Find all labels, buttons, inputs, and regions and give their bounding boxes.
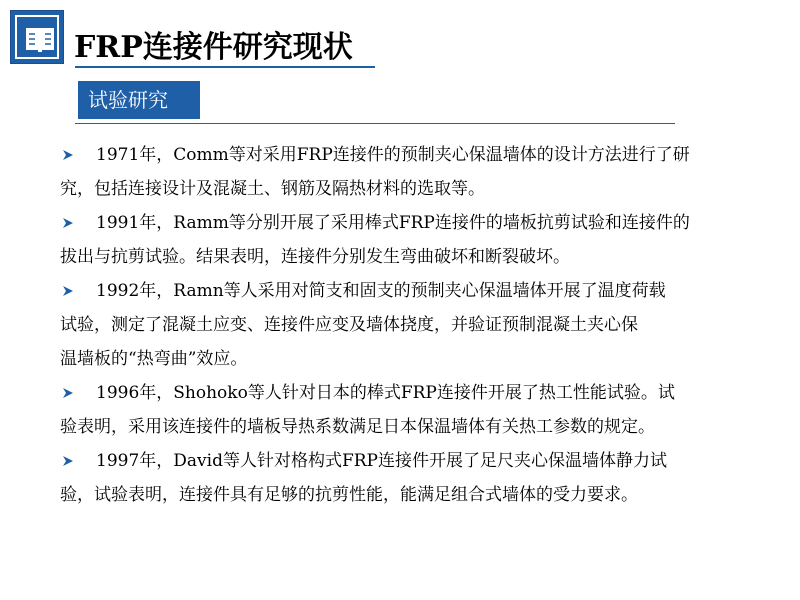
list-item (60, 376, 760, 444)
book-icon (25, 26, 55, 54)
section-divider (75, 123, 675, 124)
list-item-text: 验，试验表明，连接件具有足够的抗剪性能，能满足组合式墙体的受力要求。 (60, 485, 638, 505)
list-item-text: 1971年，Comm等对采用FRP连接件的预制夹心保温墙体的设计方法进行了研 (96, 145, 690, 165)
list-item (60, 274, 760, 376)
logo-frame (15, 15, 59, 59)
list-item (60, 206, 760, 274)
bullet-list (60, 138, 760, 512)
list-item-text: 究，包括连接设计及混凝土、钢筋及隔热材料的选取等。 (60, 179, 485, 199)
arrow-bullet-icon (62, 274, 74, 308)
list-item-text: 1996年，Shohoko等人针对日本的棒式FRP连接件开展了热工性能试验。试 (96, 383, 675, 403)
title-underline (75, 66, 375, 68)
list-item (60, 138, 760, 206)
arrow-bullet-icon (62, 376, 74, 410)
list-item-text: 温墙板的“热弯曲”效应。 (60, 349, 248, 369)
list-item-text: 1991年，Ramm等分别开展了采用棒式FRP连接件的墙板抗剪试验和连接件的 (96, 213, 690, 233)
section-tag: 试验研究 (78, 81, 200, 119)
list-item-text: 试验，测定了混凝土应变、连接件应变及墙体挠度，并验证预制混凝土夹心保 (60, 315, 638, 335)
arrow-bullet-icon (62, 444, 74, 478)
list-item-text: 1997年，David等人针对格构式FRP连接件开展了足尺夹心保温墙体静力试 (96, 451, 667, 471)
arrow-bullet-icon (62, 206, 74, 240)
list-item-text: 1992年，Ramn等人采用对简支和固支的预制夹心保温墙体开展了温度荷载 (96, 281, 666, 301)
page-title: FRP连接件研究现状 (74, 30, 353, 65)
list-item-text: 验表明，采用该连接件的墙板导热系数满足日本保温墙体有关热工参数的规定。 (60, 417, 655, 437)
arrow-bullet-icon (62, 138, 74, 172)
logo-badge (10, 10, 64, 64)
list-item (60, 444, 760, 512)
list-item-text: 拔出与抗剪试验。结果表明，连接件分别发生弯曲破坏和断裂破坏。 (60, 247, 570, 267)
